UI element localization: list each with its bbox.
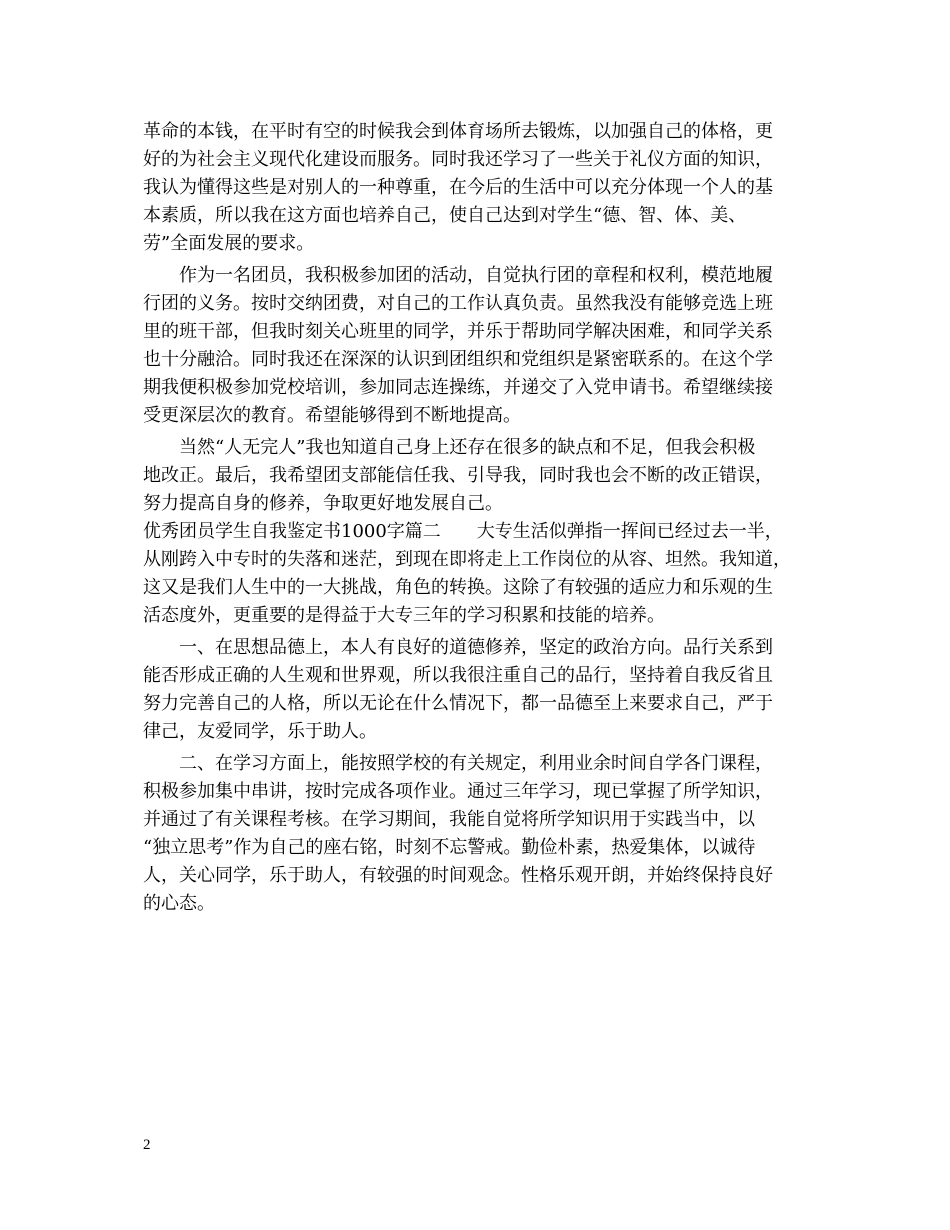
text-line: 本素质，所以我在这方面也培养自己，使自己达到对学生“德、智、体、美、 [143,205,747,226]
text-line: 革命的本钱，在平时有空的时候我会到体育场所去锻炼，以加强自己的体格，更 [143,121,773,142]
text-line: 努力完善自己的人格，所以无论在什么情况下，都一品德至上来要求自己，严于 [143,693,773,714]
text-line: 我认为懂得这些是对别人的一种尊重，在今后的生活中可以充分体现一个人的基 [143,177,773,198]
text-line: 努力提高自身的修养，争取更好地发展自己。 [143,493,503,514]
text-line: 地改正。最后，我希望团支部能信任我、引导我，同时我也会不断的改正错误， [143,465,773,486]
text-line: “独立思考”作为自己的座右铭，时刻不忘警戒。勤俭朴素，热爱集体，以诚待 [143,837,756,858]
text-line: 律己，友爱同学，乐于助人。 [143,721,377,742]
text-line: 积极参加集中串讲，按时完成各项作业。通过三年学习，现已掌握了所学知识， [143,781,773,802]
text-line: 劳”全面发展的要求。 [143,233,315,254]
text-line: 也十分融洽。同时我还在深深的认识到团组织和党组织是紧密联系的。在这个学 [143,349,773,370]
text-line: 从刚跨入中专时的失落和迷茫，到现在即将走上工作岗位的从容、坦然。我知道， [143,549,791,570]
text-line: 活态度外，更重要的是得益于大专三年的学习积累和技能的培养。 [143,605,665,626]
text-line: 能否形成正确的人生观和世界观，所以我很注重自己的品行，坚持着自我反省且 [143,665,773,686]
text-line: 二、在学习方面上，能按照学校的有关规定，利用业余时间自学各门课程， [179,753,773,774]
text-line: 期我便积极参加党校培训，参加同志连操练，并递交了入党申请书。希望继续接 [143,377,773,398]
text-line: 作为一名团员，我积极参加团的活动，自觉执行团的章程和权利，模范地履 [179,265,773,286]
text-line: 里的班干部，但我时刻关心班里的同学，并乐于帮助同学解决困难，和同学关系 [143,321,773,342]
text-line: 受更深层次的教育。希望能够得到不断地提高。 [143,405,521,426]
text-line: 行团的义务。按时交纳团费，对自己的工作认真负责。虽然我没有能够竞选上班 [143,293,773,314]
text-line: 人，关心同学，乐于助人，有较强的时间观念。性格乐观开朗，并始终保持良好 [143,865,773,886]
page-number: 2 [143,1137,151,1153]
body-text [143,118,811,918]
section-heading-line: 优秀团员学生自我鉴定书1000字篇二 大专生活似弹指一挥间已经过去一半， [143,521,783,542]
text-line: 当然“人无完人”我也知道自己身上还存在很多的缺点和不足，但我会积极 [179,437,756,458]
text-line: 并通过了有关课程考核。在学习期间，我能自觉将所学知识用于实践当中，以 [143,809,755,830]
text-line: 一、在思想品德上，本人有良好的道德修养，坚定的政治方向。品行关系到 [179,637,773,658]
text-line: 这又是我们人生中的一大挑战，角色的转换。这除了有较强的适应力和乐观的生 [143,577,773,598]
text-line: 好的为社会主义现代化建设而服务。同时我还学习了一些关于礼仪方面的知识， [143,149,773,170]
text-line: 的心态。 [143,893,215,914]
